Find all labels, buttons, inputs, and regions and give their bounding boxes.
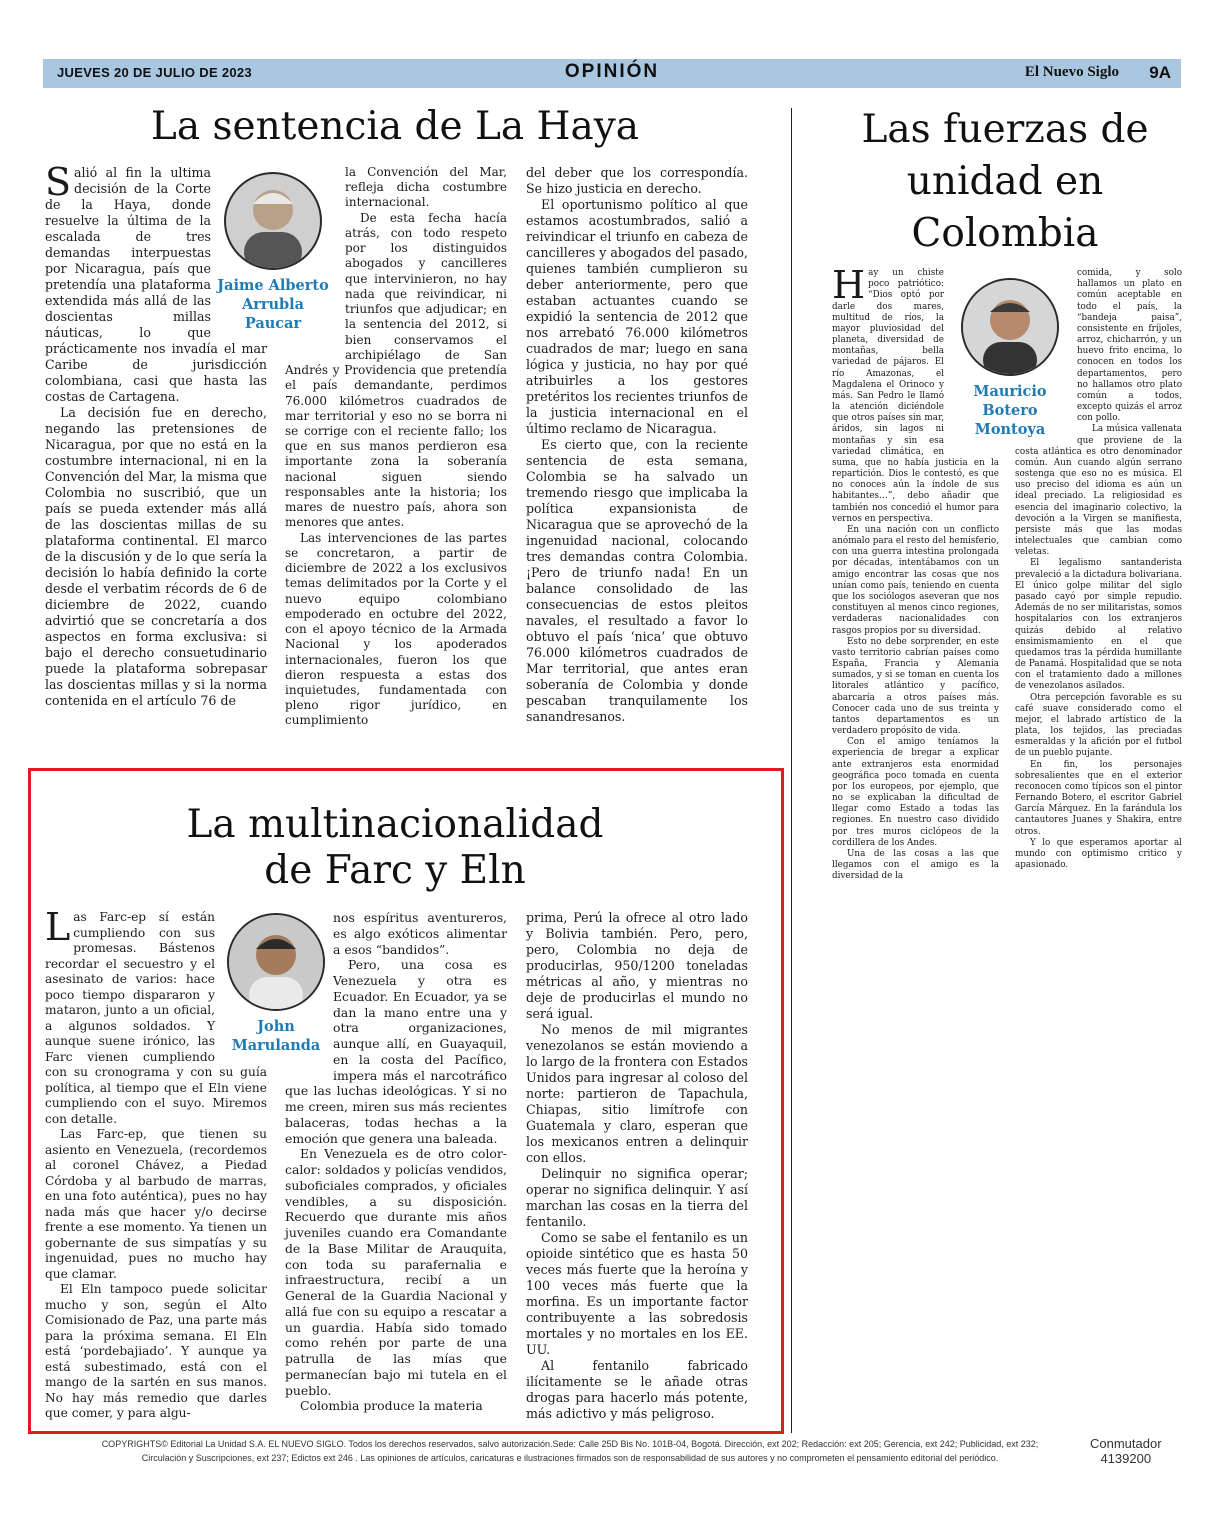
copyright-footer: [70, 1437, 1070, 1465]
article2-headline-line2: de Farc y Eln: [264, 848, 526, 893]
article3-dropcap: H: [832, 263, 866, 307]
paragraph: Como se sabe el fentanilo es un opioide sintético que es hasta 50 veces más fuerte que la heroína y 100 veces más fuerte que la morfina. Es un importante factor contribuyente a las sobredosis mortales y no mortales en los EE. UU.: [526, 1230, 748, 1357]
article2-author: John Marulanda: [231, 1018, 321, 1054]
article1-dropcap: S: [45, 160, 72, 204]
paragraph: El legalismo santanderista prevaleció a la dictadura bolivariana. El único golpe militar del siglo pasado cayó por simple repudio. Además de no ser militaristas, somos hospitalarios con los extranjeros quizás debido al relativo ensimismamiento en el que quedamos tras la pérdida humillante de Panamá. Hospitalidad que se nota con el tratamiento dado a millones de venezolanos asilados.: [1015, 558, 1182, 692]
article1-headline: La sentencia de La Haya: [150, 104, 640, 149]
paragraph: prima, Perú la ofrece al otro lado y Bolivia también. Pero, pero, pero, Colombia no deja de producirlas, 950/1200 toneladas métricas al año, y mientras no deje de producirlas el mundo no será igual.: [526, 910, 748, 1021]
section-title: OPINIÓN: [564, 61, 660, 82]
paragraph: alió al fin la ultima decisión de la Corte de la Haya, donde resuelve la última de la escalada de tres demandas interpuestas por Nicaragua, país que pretendía una plataforma extendida más allá de las doscientas millas náuticas, lo que prácticamente nos invadía el mar Caribe de jurisdicción colombiana, casi que hasta las costas de Cartagena.: [45, 165, 267, 404]
footer-line-1: COPYRIGHTS© Editorial La Unidad S.A. EL NUEVO SIGLO. Todos los derechos reservados, salvo autorización.Sede: Calle 25D Bis No. 101B-04, Bogotá. Dirección, ext 202; Redacción: ext 205; Gerencia, ext 242; Publicidad, ext 232;: [101, 1439, 1039, 1449]
column-divider: [791, 108, 792, 1433]
paragraph: Otra percepción favorable es su café suave considerado como el mejor, el labrado artístico de la plata, los tejidos, las preciadas esmeraldas y la afición por el futbol de un pueblo pujante.: [1015, 692, 1182, 759]
paragraph: El oportunismo político al que estamos acostumbrados, salió a reivindicar el triunfo en cabeza de cancilleres y abogados del pasado, quienes también cumplieron su deber anteriormente, pero que estaban actuantes cuando se expidió la sentencia de 2012 que nos arrebató 76.000 kilómetros cuadrados de mar; luego en sana lógica y justicia, no hay por qué atribuirles a los gestores pretéritos los recientes triunfos de la justicia internacional en el último reclamo de Nicaragua.: [526, 197, 748, 436]
article2-column-1: [45, 905, 267, 1422]
paragraph: Y lo que esperamos aportar al mundo con optimismo critico y apasionado.: [1015, 837, 1182, 871]
paragraph: Colombia produce la materia: [300, 1398, 483, 1414]
article3-column-2: [1015, 268, 1182, 871]
article2-headline-line1: La multinacionalidad: [186, 802, 604, 847]
paragraph: Las Farc-ep, que tienen su asiento en Venezuela, (recordemos al coronel Chávez, a Piedad Córdoba y al barbudo de marras, en una foto auténtica), pues no hay nada más que hacer y/o decirse frente a ese momento. Ya tienen un gobernante de sus simpatías y su ingenuidad, pues no mucho hay que clamar.: [45, 1127, 267, 1281]
paragraph: En fin, los personajes sobresalientes que en el exterior reconocen como típicos son el pintor Fernando Botero, el escritor Gabriel García Márquez. En la farándula los cantautores Juanes y Shakira, entre otros.: [1015, 759, 1182, 837]
paragraph: ay un chiste poco patriótico: “Dios optó por darle dos mares, multitud de ríos, la mayor pluviosidad del planeta, diversidad de montañas, bella variedad de pájaros. El río Amazonas, el Magdalena el Orinoco y más. San Pedro le llamó la atención diciéndole que otros países sin mar, áridos, sin lagos ni montañas y sin esa variedad climática, en suma, que no había justicia en la repartición. Dios le contestó, es que no conoces aún la índole de sus habitantes…”, debo añadir que también nos concedió el humor para vernos en perspectiva.: [832, 268, 999, 524]
footer-line-2: Circulación y Suscripciones, ext 237; Edictos ext 246 . Las opiniones de artículos, caricaturas e ilustraciones firmados son de responsabilidad de sus autores y no comprometen el pensamiento editorial del periódico.: [141, 1453, 999, 1463]
paragraph: El Eln tampoco puede solicitar mucho y son, según el Alto Comisionado de Paz, una parte más para la próxima semana. El Eln está ‘pordebajiado’. Y aunque ya está subestimado, está con el mango de la sartén en sus manos. No hay más remedio que darles que comer, y para algu-: [45, 1282, 267, 1420]
paragraph: Pero, una cosa es Venezuela y otra es Ecuador. En Ecuador, ya se dan la mano entre una y otra organizaciones, aunque allí, en Guayaquil, en la costa del Pacífico, impera más el narcotráfico que las luchas ideológicas. Y si no me creen, miren sus más recientes balaceras, todas hechas a la emoción que genera una baleada.: [285, 957, 507, 1146]
article3-column-1: [832, 263, 999, 882]
article2-headline: [45, 802, 745, 894]
article3-author: Mauricio Botero Montoya: [973, 383, 1047, 438]
paragraph: Es cierto que, con la reciente sentencia de esta semana, Colombia se ha salvado un tremendo riesgo que implicaba la política expansionista de Nicaragua que se aprovechó de la ingenuidad nacional, colocando tres demandas contra Colombia. ¡Pero de triunfo nada! En un balance consolidado de las consecuencias de estos pleitos navales, el resultado a favor lo obtuvo el país ‘nica’ que obtuvo 76.000 kilómetros cuadrados de Mar territorial, que antes eran soberanía de Colombia y donde pescaban tranquilamente los sanandresanos.: [526, 437, 748, 724]
paragraph: nos espíritus aventureros, es algo exóticos alimentar a esos “bandidos”.: [333, 910, 507, 957]
paragraph: La música vallenata que proviene de la costa atlántica es otro denominador común. Aun cuando algún serrano sostenga que eso no es música. El uso preciso del idioma es aún un ideal preciado. La religiosidad es esencia del imaginario colectivo, la devoción a la Virgen se manifiesta, persiste más que las modas intelectuales que cambian como veletas.: [1015, 424, 1182, 558]
newspaper-name: El Nuevo Siglo: [1024, 64, 1119, 80]
paragraph: comida, y solo hallamos un plato en común aceptable en todo el país, la “bandeja paisa”, consistente en fríjoles, arroz, chicharrón, y un huevo frito encima, lo conocen en todos los departamentos, pero no hallamos otro plato común a todos, excepto quizás el arroz con pollo.: [1077, 268, 1182, 424]
page-header-bar: [43, 59, 1181, 88]
article1-author: Jaime Alberto Arrubla Paucar: [217, 277, 329, 332]
switchboard-number: 4139200: [1100, 1451, 1152, 1466]
article1-column-1: [45, 160, 267, 709]
article2-column-2: [285, 910, 507, 1414]
page-number: 9A: [1149, 63, 1171, 82]
issue-date: JUEVES 20 DE JULIO DE 2023: [57, 65, 252, 80]
paragraph: No menos de mil migrantes venezolanos se están moviendo a lo largo de la frontera con Estados Unidos para ingresar al coloso del norte: partieron de Tapachula, Chiapas, sitio limítrofe con Guatemala y claro, esperan que los mexicanos entren a delinquir con ellos.: [526, 1022, 748, 1165]
paragraph: Las intervenciones de las partes se concretaron, a partir de diciembre de 2022 a los exclusivos temas delimitados por la Corte y el nuevo equipo colombiano empoderado en octubre del 2022, con el apoyo técnico de la Armada Nacional y los apoderados internacionales, fueron los que dieron respuesta a estas dos inquietudes, fundamentada con pleno rigor jurídico, en cumplimiento: [285, 530, 507, 728]
paragraph: del deber que los correspondía. Se hizo justicia en derecho.: [526, 165, 748, 196]
paragraph: Esto no debe sorprender, en este vasto territorio cabrían países como España, Francia y Alemania sumados, y si se toman en cuenta los litorales atlántico y pacífico, abarcaría a otros países más. Conocer cada uno de sus treinta y tantos departamentos es un verdadero propósito de vida.: [832, 636, 999, 737]
paragraph: Delinquir no significa operar; operar no significa delinquir. Y así marchan las cosas en la tierra del fentanilo.: [526, 1166, 748, 1229]
switchboard-label: Conmutador: [1090, 1436, 1162, 1451]
paragraph: En una nación con un conflicto anómalo para el resto del hemisferio, con una guerra intestina prolongada por décadas, intentábamos con un amigo encontrar las cosas que nos unían como país, teniendo en cuenta que los sociólogos aseveran que nos constituyen al menos cinco regiones, verdaderas nacionalidades con rasgos propios por su diversidad.: [832, 524, 999, 636]
paragraph: Al fentanilo fabricado ilícitamente se le añade otras drogas para hacerlo más potente, más adictivo y más peligroso.: [526, 1358, 748, 1421]
article3-headline: Las fuerzas de unidad en Colombia: [861, 107, 1149, 256]
paragraph: De esta fecha hacía atrás, con todo respeto por los distinguidos abogados y cancilleres que intervinieron, no hay nada que reivindicar, ni triunfos que adjudicar; en la sentencia del 2012, si bien conservamos el archipiélago de San Andrés y Providencia que pretendía el país demandante, perdimos 76.000 kilómetros cuadrados de mar territorial y eso no se borra ni se corrige con el reciente fallo; los que en sus manos perdieron esa importante zona la soberanía nacional siguen siendo responsables ante la historia; los mares de nuestro país, ahora son menores que antes.: [285, 210, 507, 530]
article2-dropcap: L: [45, 905, 71, 949]
paragraph: En Venezuela es de otro color-calor: soldados y policías vendidos, suboficiales comprados, y oficiales vendibles, a su disposición. Recuerdo que durante mis años juveniles cuando era Comandante de la Base Militar de Arauquita, con toda su parafernalia e infraestructura, recibí a un General de la Guardia Nacional y allá fue con su equipo a rescatar a un guardia. Había sido tomado como rehén por parte de una patrulla de las mías que permanecían bajo mi tutela en el pueblo.: [285, 1146, 507, 1398]
article2-column-3: [526, 910, 748, 1422]
paragraph: La decisión fue en derecho, negando las pretensiones de Nicaragua, por que no está en la costumbre internacional, ni en la Convención del Mar, la misma que Colombia no suscribió, que un país se pueda extender más allá de las doscientas millas de su plataforma continental. El marco de la discusión y de lo que sería la decisión lo había definido la corte desde el verbatim récords de 6 de diciembre de 2022, cuando advirtió que se concretaría a dos aspectos en forma exclusiva: si bajo el derecho consuetudinario puede la plataforma sobrepasar las doscientas millas y si la norma contenida en el artículo 76 de: [45, 405, 267, 708]
article1-column-2: [285, 165, 507, 729]
article1-column-3: [526, 165, 748, 725]
paragraph: as Farc-ep sí están cumpliendo con sus promesas. Bástenos recordar el secuestro y el asesinato de varios: hace poco tiempo dispararon y mataron, junto a un oficial, a algunos soldados. Y aunque suene irónico, las Farc vienen cumpliendo con su cronograma y con su guía política, al tiempo que el Eln viene cumpliendo con el suyo. Miremos con detalle.: [45, 910, 267, 1126]
paragraph: Con el amigo teníamos la experiencia de bregar a explicar ante extranjeros esta enormidad geográfica poco tomada en cuenta por los europeos, por ejemplo, que no se explicaban la dificultad de llegar como Estado a todas las regiones. En nuestro caso dividido por tres muros ciclópeos de la cordillera de los Andes.: [832, 737, 999, 848]
paragraph: la Convención del Mar, refleja dicha costumbre internacional.: [345, 165, 507, 210]
paragraph: Una de las cosas a las que llegamos con el amigo es la diversidad de la: [832, 848, 999, 882]
switchboard: [1090, 1436, 1162, 1466]
